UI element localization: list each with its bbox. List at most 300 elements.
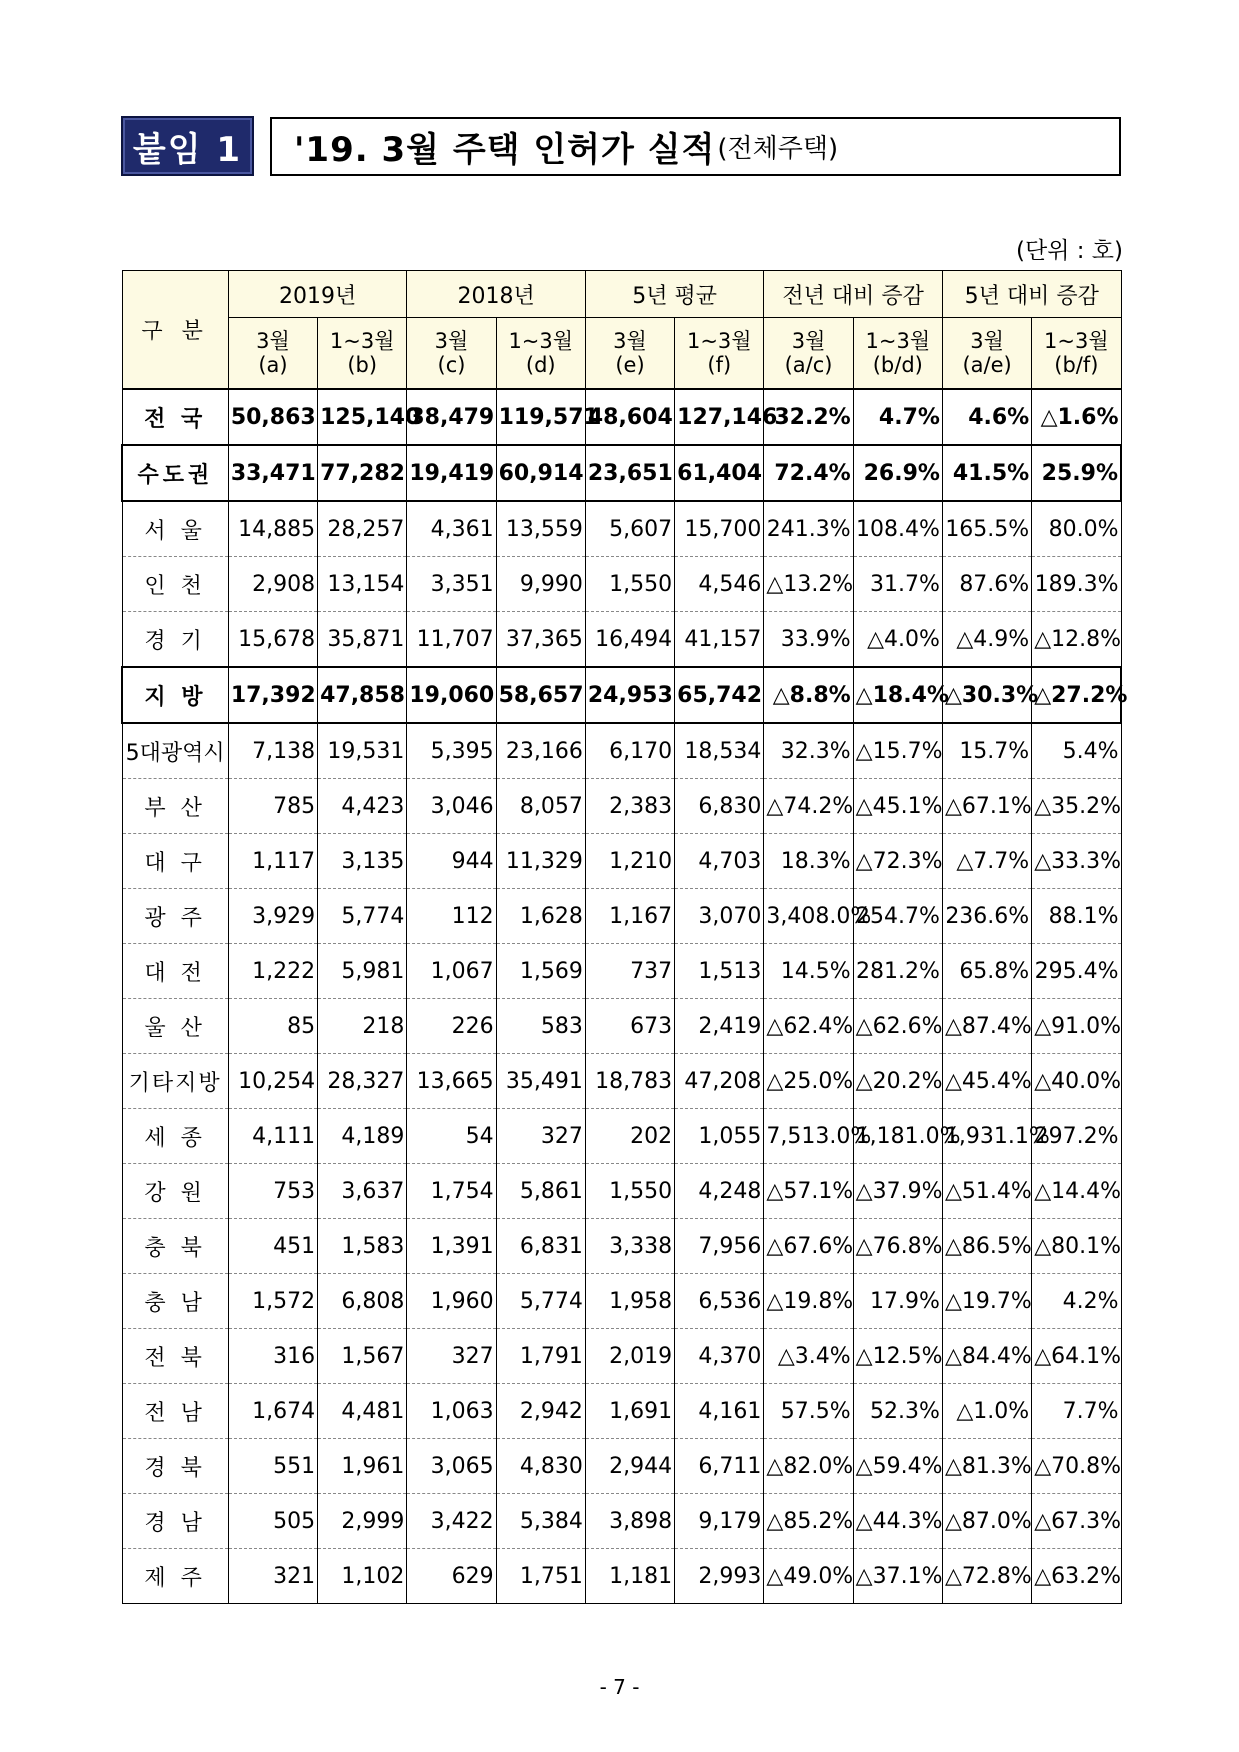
column-subheader	[942, 318, 1031, 390]
table-cell: 297.2%	[1032, 1109, 1121, 1164]
table-row	[122, 501, 1121, 557]
table-cell: △15.7%	[853, 723, 942, 779]
table-cell: 2,942	[496, 1384, 585, 1439]
table-cell: △45.1%	[853, 779, 942, 834]
table-cell: 2,383	[585, 779, 674, 834]
table-row	[122, 612, 1121, 668]
table-cell: 15,678	[228, 612, 317, 668]
table-cell: 4,161	[675, 1384, 764, 1439]
attachment-badge: 붙임 1	[121, 116, 254, 176]
table-row	[122, 723, 1121, 779]
table-cell: 1,628	[496, 889, 585, 944]
subheader-code: (f)	[707, 353, 732, 377]
table-row	[122, 1549, 1121, 1604]
table-cell: 673	[585, 999, 674, 1054]
table-cell: △72.8%	[942, 1549, 1031, 1604]
table-cell: 7,956	[675, 1219, 764, 1274]
table-cell: 1,167	[585, 889, 674, 944]
table-cell: 52.3%	[853, 1384, 942, 1439]
subheader-period: 1~3월	[329, 329, 395, 353]
table-cell: 125,140	[318, 389, 407, 445]
table-cell: 4,546	[675, 557, 764, 612]
table-cell: 321	[228, 1549, 317, 1604]
table-cell: 1,222	[228, 944, 317, 999]
table-cell: △25.0%	[764, 1054, 853, 1109]
region-name: 제 주	[122, 1549, 228, 1604]
table-cell: 17.9%	[853, 1274, 942, 1329]
table-cell: 11,329	[496, 834, 585, 889]
subheader-code: (b)	[347, 353, 378, 377]
table-cell: △1.6%	[1032, 389, 1121, 445]
table-cell: △84.4%	[942, 1329, 1031, 1384]
table-cell: △74.2%	[764, 779, 853, 834]
table-cell: 35,491	[496, 1054, 585, 1109]
table-cell: 3,065	[407, 1439, 496, 1494]
table-cell: 1,550	[585, 557, 674, 612]
table-cell: △27.2%	[1032, 667, 1121, 723]
group-header-5yr-change: 5년 대비 증감	[942, 271, 1121, 318]
table-cell: 3,070	[675, 889, 764, 944]
subheader-period: 3월	[613, 329, 647, 353]
table-cell: 65.8%	[942, 944, 1031, 999]
table-cell: 254.7%	[853, 889, 942, 944]
table-cell: 24,953	[585, 667, 674, 723]
region-name: 지 방	[122, 667, 228, 723]
group-header-5yr-avg: 5년 평균	[585, 271, 764, 318]
table-cell: △30.3%	[942, 667, 1031, 723]
table-cell: △12.5%	[853, 1329, 942, 1384]
table-cell: 6,711	[675, 1439, 764, 1494]
table-cell: △87.4%	[942, 999, 1031, 1054]
table-cell: 4,189	[318, 1109, 407, 1164]
table-cell: 9,179	[675, 1494, 764, 1549]
table-cell: 1,067	[407, 944, 496, 999]
page-subtitle: (전체주택)	[717, 134, 839, 164]
table-cell: 9,990	[496, 557, 585, 612]
subheader-period: 3월	[256, 329, 290, 353]
table-cell: 58,657	[496, 667, 585, 723]
column-subheader	[853, 318, 942, 390]
table-cell: 7.7%	[1032, 1384, 1121, 1439]
table-cell: 1,513	[675, 944, 764, 999]
table-cell: △86.5%	[942, 1219, 1031, 1274]
table-cell: 19,060	[407, 667, 496, 723]
region-name: 강 원	[122, 1164, 228, 1219]
table-cell: 3,338	[585, 1219, 674, 1274]
table-row	[122, 1219, 1121, 1274]
table-cell: △91.0%	[1032, 999, 1121, 1054]
table-cell: 18,534	[675, 723, 764, 779]
column-subheader	[318, 318, 407, 390]
table-cell: △44.3%	[853, 1494, 942, 1549]
table-cell: 327	[407, 1329, 496, 1384]
subheader-code: (b/f)	[1054, 353, 1099, 377]
table-cell: △51.4%	[942, 1164, 1031, 1219]
subheader-code: (a/c)	[784, 353, 833, 377]
table-cell: △62.6%	[853, 999, 942, 1054]
table-row	[122, 944, 1121, 999]
table-cell: 15,700	[675, 501, 764, 557]
table-cell: 3,422	[407, 1494, 496, 1549]
table-cell: △64.1%	[1032, 1329, 1121, 1384]
column-subheader	[407, 318, 496, 390]
table-cell: △82.0%	[764, 1439, 853, 1494]
table-cell: 72.4%	[764, 445, 853, 501]
table-cell: 119,571	[496, 389, 585, 445]
region-name: 대 구	[122, 834, 228, 889]
table-cell: 6,536	[675, 1274, 764, 1329]
table-cell: 1,181	[585, 1549, 674, 1604]
table-cell: 1,961	[318, 1439, 407, 1494]
subheader-code: (d)	[525, 353, 556, 377]
region-name: 수도권	[122, 445, 228, 501]
table-cell: △76.8%	[853, 1219, 942, 1274]
table-cell: 327	[496, 1109, 585, 1164]
table-cell: 281.2%	[853, 944, 942, 999]
table-cell: 11,707	[407, 612, 496, 668]
table-cell: 7,513.0%	[764, 1109, 853, 1164]
page-title: '19. 3월 주택 인허가 실적	[294, 130, 716, 170]
table-cell: 8,057	[496, 779, 585, 834]
subheader-period: 3월	[970, 329, 1004, 353]
table-cell: △1.0%	[942, 1384, 1031, 1439]
table-cell: △81.3%	[942, 1439, 1031, 1494]
table-cell: 19,531	[318, 723, 407, 779]
unit-label: (단위 : 호)	[1016, 238, 1123, 264]
table-cell: 505	[228, 1494, 317, 1549]
table-cell: 80.0%	[1032, 501, 1121, 557]
region-name: 충 북	[122, 1219, 228, 1274]
table-cell: △13.2%	[764, 557, 853, 612]
table-cell: 4.7%	[853, 389, 942, 445]
table-cell: 15.7%	[942, 723, 1031, 779]
table-cell: △70.8%	[1032, 1439, 1121, 1494]
table-cell: △67.3%	[1032, 1494, 1121, 1549]
table-cell: △59.4%	[853, 1439, 942, 1494]
table-cell: 33,471	[228, 445, 317, 501]
region-name: 5대광역시	[122, 723, 228, 779]
table-cell: △72.3%	[853, 834, 942, 889]
table-cell: △67.1%	[942, 779, 1031, 834]
table-row	[122, 779, 1121, 834]
table-cell: 2,908	[228, 557, 317, 612]
table-cell: △12.8%	[1032, 612, 1121, 668]
table-cell: 112	[407, 889, 496, 944]
subheader-period: 1~3월	[1044, 329, 1109, 353]
subheader-period: 1~3월	[508, 329, 574, 353]
table-cell: 1,117	[228, 834, 317, 889]
table-cell: △33.3%	[1032, 834, 1121, 889]
page-number: - 7 -	[599, 1675, 640, 1699]
table-cell: △49.0%	[764, 1549, 853, 1604]
table-cell: △8.8%	[764, 667, 853, 723]
table-cell: 14.5%	[764, 944, 853, 999]
table-cell: 4.2%	[1032, 1274, 1121, 1329]
table-cell: 7,138	[228, 723, 317, 779]
table-cell: 37,365	[496, 612, 585, 668]
table-cell: 88.1%	[1032, 889, 1121, 944]
subheader-code: (b/d)	[872, 353, 923, 377]
table-cell: 28,257	[318, 501, 407, 557]
subheader-period: 1~3월	[865, 329, 931, 353]
column-subheader	[228, 318, 317, 390]
table-cell: 226	[407, 999, 496, 1054]
table-cell: 1,791	[496, 1329, 585, 1384]
table-row	[122, 889, 1121, 944]
permit-table	[121, 270, 1128, 1604]
title-box	[270, 117, 1121, 176]
corner-header: 구 분	[122, 271, 228, 390]
table-cell: 1,181.0%	[853, 1109, 942, 1164]
group-header-yoy: 전년 대비 증감	[764, 271, 943, 318]
region-name: 인 천	[122, 557, 228, 612]
table-cell: 3,351	[407, 557, 496, 612]
table-cell: 127,146	[675, 389, 764, 445]
table-cell: △4.9%	[942, 612, 1031, 668]
table-cell: 33.9%	[764, 612, 853, 668]
table-cell: 4,481	[318, 1384, 407, 1439]
table-cell: 1,572	[228, 1274, 317, 1329]
table-cell: 23,166	[496, 723, 585, 779]
table-cell: △45.4%	[942, 1054, 1031, 1109]
table-cell: 1,960	[407, 1274, 496, 1329]
table-cell: △20.2%	[853, 1054, 942, 1109]
table-row	[122, 1109, 1121, 1164]
table-cell: 1,754	[407, 1164, 496, 1219]
table-cell: 26.9%	[853, 445, 942, 501]
region-name: 울 산	[122, 999, 228, 1054]
table-cell: 47,208	[675, 1054, 764, 1109]
table-row	[122, 1329, 1121, 1384]
table-cell: 77,282	[318, 445, 407, 501]
table-cell: 4,111	[228, 1109, 317, 1164]
table-cell: 3,135	[318, 834, 407, 889]
region-name: 경 기	[122, 612, 228, 668]
table-cell: 4,703	[675, 834, 764, 889]
table-cell: 4.6%	[942, 389, 1031, 445]
table-cell: 47,858	[318, 667, 407, 723]
table-cell: 25.9%	[1032, 445, 1121, 501]
table-cell: 737	[585, 944, 674, 999]
table-cell: 13,559	[496, 501, 585, 557]
table-cell: 35,871	[318, 612, 407, 668]
table-cell: 4,830	[496, 1439, 585, 1494]
table-cell: 165.5%	[942, 501, 1031, 557]
subheader-code: (a/e)	[962, 353, 1012, 377]
column-subheader	[1032, 318, 1121, 390]
table-cell: 1,751	[496, 1549, 585, 1604]
table-cell: △80.1%	[1032, 1219, 1121, 1274]
table-cell: 5,861	[496, 1164, 585, 1219]
table-cell: 1,102	[318, 1549, 407, 1604]
table-cell: 551	[228, 1439, 317, 1494]
table-cell: 5,774	[318, 889, 407, 944]
table-cell: 87.6%	[942, 557, 1031, 612]
table-cell: 5.4%	[1032, 723, 1121, 779]
table-cell: 14,885	[228, 501, 317, 557]
table-cell: 85	[228, 999, 317, 1054]
region-name: 전 북	[122, 1329, 228, 1384]
table-cell: 61,404	[675, 445, 764, 501]
table-cell: 5,607	[585, 501, 674, 557]
table-cell: △37.1%	[853, 1549, 942, 1604]
column-subheader	[675, 318, 764, 390]
region-name: 대 전	[122, 944, 228, 999]
table-cell: 32.2%	[764, 389, 853, 445]
table-cell: 2,993	[675, 1549, 764, 1604]
table-cell: 28,327	[318, 1054, 407, 1109]
table-cell: △40.0%	[1032, 1054, 1121, 1109]
table-cell: 65,742	[675, 667, 764, 723]
table-cell: 3,929	[228, 889, 317, 944]
table-cell: 13,665	[407, 1054, 496, 1109]
subheader-period: 3월	[791, 329, 826, 353]
table-row	[122, 1384, 1121, 1439]
table-cell: 202	[585, 1109, 674, 1164]
table-cell: 50,863	[228, 389, 317, 445]
table-cell: 1,063	[407, 1384, 496, 1439]
table-cell: 4,370	[675, 1329, 764, 1384]
table-cell: △57.1%	[764, 1164, 853, 1219]
table-cell: △3.4%	[764, 1329, 853, 1384]
region-name: 전 남	[122, 1384, 228, 1439]
table-cell: 2,999	[318, 1494, 407, 1549]
table-cell: 1,210	[585, 834, 674, 889]
table-cell: △19.7%	[942, 1274, 1031, 1329]
table-cell: 753	[228, 1164, 317, 1219]
table-cell: 18,783	[585, 1054, 674, 1109]
table-cell: 1,691	[585, 1384, 674, 1439]
table-row	[122, 834, 1121, 889]
table-cell: △67.6%	[764, 1219, 853, 1274]
table-row	[122, 445, 1121, 501]
table-cell: 785	[228, 779, 317, 834]
subheader-period: 3월	[434, 329, 469, 353]
region-name: 기타지방	[122, 1054, 228, 1109]
table-cell: 41.5%	[942, 445, 1031, 501]
region-name: 전 국	[122, 389, 228, 445]
table-cell: 13,154	[318, 557, 407, 612]
table-cell: 31.7%	[853, 557, 942, 612]
table-row	[122, 999, 1121, 1054]
table-cell: 583	[496, 999, 585, 1054]
table-row	[122, 1439, 1121, 1494]
region-name: 충 남	[122, 1274, 228, 1329]
table-cell: 32.3%	[764, 723, 853, 779]
column-subheader	[585, 318, 674, 390]
table-cell: 1,958	[585, 1274, 674, 1329]
table-cell: △4.0%	[853, 612, 942, 668]
table-cell: 18.3%	[764, 834, 853, 889]
table-cell: △35.2%	[1032, 779, 1121, 834]
region-name: 경 북	[122, 1439, 228, 1494]
subheader-code: (c)	[437, 353, 466, 377]
table-cell: 38,479	[407, 389, 496, 445]
table-cell: 5,395	[407, 723, 496, 779]
table-cell: △18.4%	[853, 667, 942, 723]
region-name: 서 울	[122, 501, 228, 557]
table-row	[122, 1054, 1121, 1109]
table-cell: 108.4%	[853, 501, 942, 557]
table-cell: 4,248	[675, 1164, 764, 1219]
region-name: 경 남	[122, 1494, 228, 1549]
table-cell: 16,494	[585, 612, 674, 668]
table-cell: 60,914	[496, 445, 585, 501]
table-cell: 23,651	[585, 445, 674, 501]
table-cell: 2,019	[585, 1329, 674, 1384]
table-cell: 218	[318, 999, 407, 1054]
table-cell: 6,831	[496, 1219, 585, 1274]
table-row	[122, 667, 1121, 723]
table-cell: △63.2%	[1032, 1549, 1121, 1604]
table-cell: 241.3%	[764, 501, 853, 557]
table-cell: △14.4%	[1032, 1164, 1121, 1219]
table-row	[122, 1274, 1121, 1329]
table-cell: 295.4%	[1032, 944, 1121, 999]
table-cell: 5,774	[496, 1274, 585, 1329]
table-cell: 4,423	[318, 779, 407, 834]
subheader-code: (e)	[615, 353, 645, 377]
table-row	[122, 557, 1121, 612]
table-cell: 54	[407, 1109, 496, 1164]
table-cell: 3,046	[407, 779, 496, 834]
table-cell: △87.0%	[942, 1494, 1031, 1549]
table-row	[122, 1494, 1121, 1549]
table-cell: △7.7%	[942, 834, 1031, 889]
table-cell: △19.8%	[764, 1274, 853, 1329]
table-cell: 1,550	[585, 1164, 674, 1219]
table-cell: 6,830	[675, 779, 764, 834]
table-cell: 189.3%	[1032, 557, 1121, 612]
table-cell: 629	[407, 1549, 496, 1604]
table-cell: 1,931.1%	[942, 1109, 1031, 1164]
table-cell: △85.2%	[764, 1494, 853, 1549]
table-cell: 5,384	[496, 1494, 585, 1549]
table-cell: 6,808	[318, 1274, 407, 1329]
group-header-2018: 2018년	[407, 271, 586, 318]
table-cell: 2,419	[675, 999, 764, 1054]
table-cell: 48,604	[585, 389, 674, 445]
table-cell: 57.5%	[764, 1384, 853, 1439]
table-cell: 316	[228, 1329, 317, 1384]
table-cell: 6,170	[585, 723, 674, 779]
column-subheader	[764, 318, 853, 390]
region-name: 부 산	[122, 779, 228, 834]
column-subheader	[496, 318, 585, 390]
table-cell: 4,361	[407, 501, 496, 557]
group-header-2019: 2019년	[228, 271, 407, 318]
table-cell: △62.4%	[764, 999, 853, 1054]
table-cell: 236.6%	[942, 889, 1031, 944]
table-cell: 451	[228, 1219, 317, 1274]
table-cell: 3,637	[318, 1164, 407, 1219]
table-cell: 19,419	[407, 445, 496, 501]
table-cell: 1,569	[496, 944, 585, 999]
table-cell: 1,583	[318, 1219, 407, 1274]
table-cell: 3,408.0%	[764, 889, 853, 944]
subheader-period: 1~3월	[686, 329, 752, 353]
table-cell: △37.9%	[853, 1164, 942, 1219]
table-cell: 1,055	[675, 1109, 764, 1164]
table-row	[122, 1164, 1121, 1219]
table-cell: 10,254	[228, 1054, 317, 1109]
table-cell: 41,157	[675, 612, 764, 668]
table-cell: 1,567	[318, 1329, 407, 1384]
table-row	[122, 389, 1121, 445]
table-cell: 944	[407, 834, 496, 889]
table-cell: 3,898	[585, 1494, 674, 1549]
table-cell: 1,674	[228, 1384, 317, 1439]
